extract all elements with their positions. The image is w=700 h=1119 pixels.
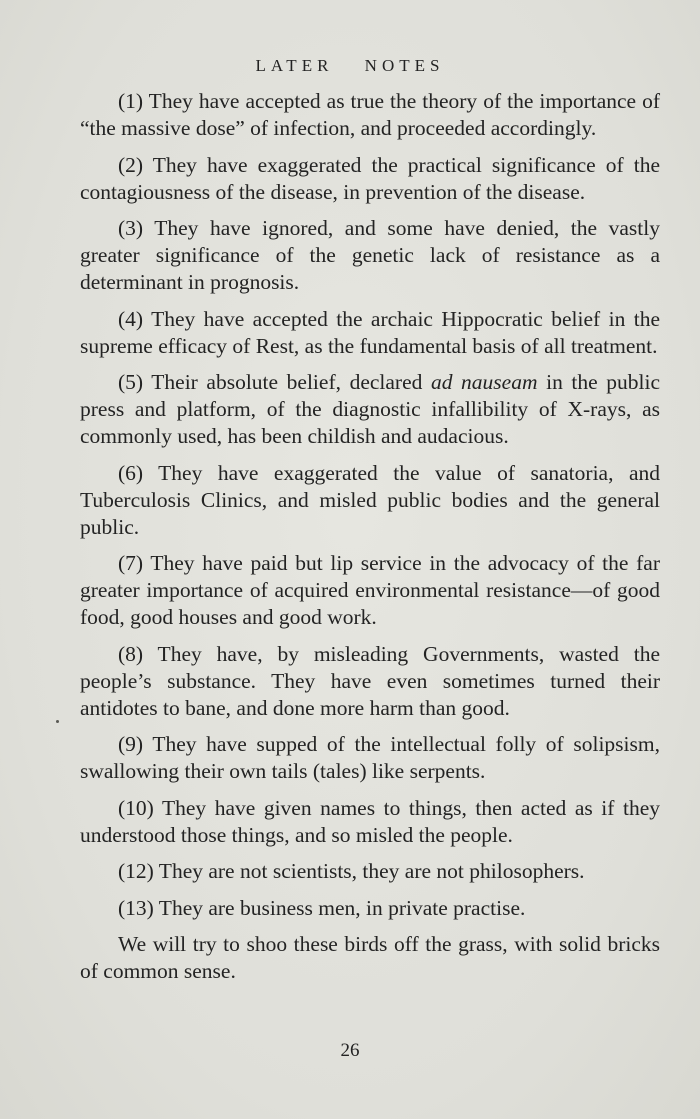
page-number: 26 xyxy=(340,1040,360,1061)
note-10: (10) They have given names to things, then acted as if they understood those things, and so misled the people. xyxy=(80,795,660,847)
note-6: (6) They have exaggerated the value of sanatoria, and Tuberculosis Clinics, and misled public bodies and the general public. xyxy=(80,460,660,539)
page-body xyxy=(80,88,660,995)
note-5-rest: in the public press and platform, of the diagnostic infallibility of X-rays, as commonly used, has been childish and audacious. xyxy=(80,370,660,448)
note-5 xyxy=(80,369,660,450)
note-8: (8) They have, by misleading Governments, wasted the people’s substance. They have even sometimes turned their antidotes to bane, and done more harm than good. xyxy=(80,641,660,720)
closing-paragraph: We will try to shoo these birds off the grass, with solid bricks of common sense. xyxy=(80,932,660,983)
note-4: (4) They have accepted the archaic Hippocratic belief in the supreme efficacy of Rest, as the fundamental basis of all treatment. xyxy=(80,306,660,358)
note-13: (13) They are business men, in private practise. xyxy=(118,895,526,920)
margin-speck xyxy=(56,720,59,723)
note-9: (9) They have supped of the intellectual folly of solipsism, swallowing their own tails (tales) like serpents. xyxy=(80,732,660,783)
note-2: (2) They have exaggerated the practical significance of the contagiousness of the disease, in prevention of the disease. xyxy=(80,152,660,204)
note-3: (3) They have ignored, and some have denied, the vastly greater significance of the genetic lack of resistance as a determinant in prognosis. xyxy=(80,216,660,294)
note-1: (1) They have accepted as true the theory of the importance of “the massive dose” of infection, and proceeded accordingly. xyxy=(80,89,660,140)
note-5-lead: (5) Their absolute belief, declared xyxy=(118,370,431,394)
note-5-italic-phrase: ad nauseam xyxy=(430,370,538,394)
note-7: (7) They have paid but lip service in the advocacy of the far greater importance of acquired environmental resistance—of good food, good houses and good work. xyxy=(80,551,660,629)
note-12: (12) They are not scientists, they are not philosophers. xyxy=(118,859,585,883)
running-head: LATER NOTES xyxy=(255,56,445,75)
